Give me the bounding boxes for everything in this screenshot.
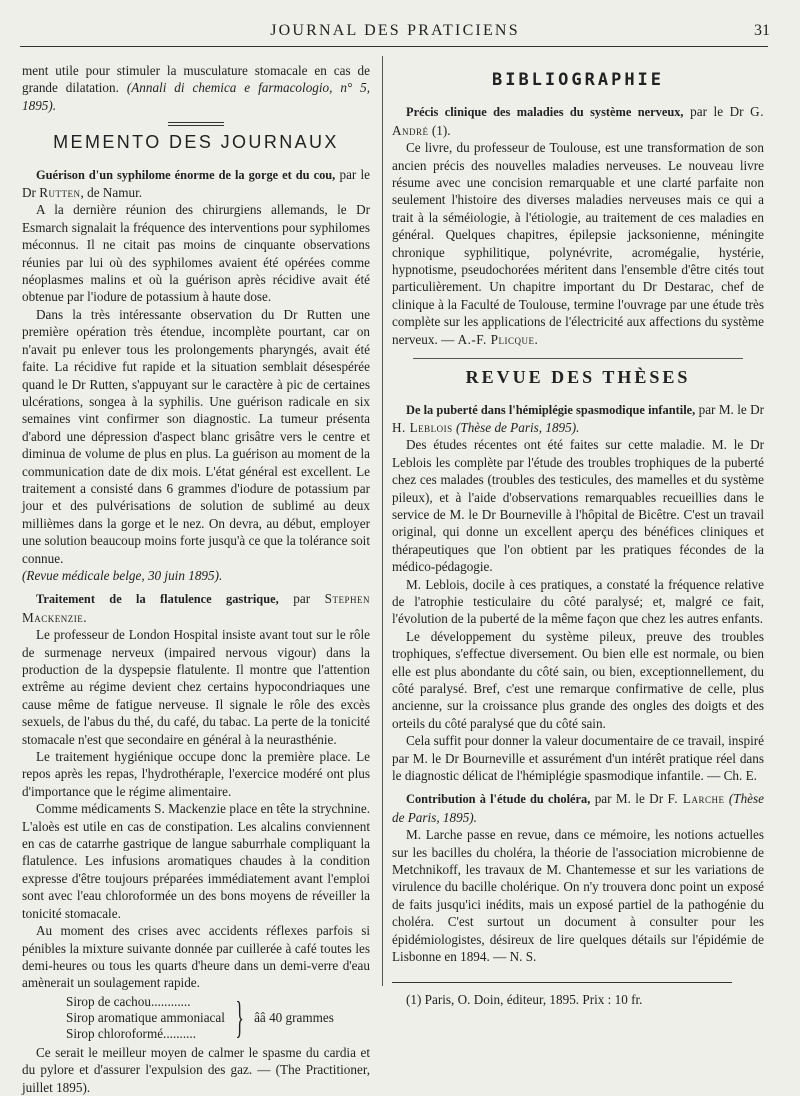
recipe-dose: ââ 40 grammes [254,1010,334,1026]
thesis-paragraph: Cela suffit pour donner la valeur documentaire de ce travail, inspiré par M. le Dr Bourneville et assurément d'un intérêt pratique réel dans le diagnostic délicat de l'hémiplégie spasmodique infantile. — Ch. E. [392,733,764,784]
page-number: 31 [754,22,770,39]
article-paragraph: A la dernière réunion des chirurgiens allemands, le Dr Esmarch signalait la fréquence des interventions pour syphilomes méconnus. Il ne citait pas moins de cinquante observations réunies par lui où des syphilomes avaient été opérées comme néoplasmes malins et où la guérison après récidive avait été obtenue par l'iodure de potassium à haute dose. [22,202,370,305]
running-head [20,22,770,44]
article-paragraph: Dans la très intéressante observation du Dr Rutten une première opération très étendue, incomplète pourtant, car on n'avait pu enlever tous les prolongements pharyngés, avait été faite. La récidive fut rapide et la situation semblait désespérée quand le Dr Rutten, s'appuyant sur le caractère à pic de certaines ulcérations, songea à la syphilis. Une guérison radicale en six semaines vint confirmer son diagnostic. La tumeur présenta d'abord une dépression d'aspect blanc grisâtre vers le centre et diminua de volume de plus en plus. La guérison au moment de la communication date de dix mois. L'état général est excellent. Le traitement a consisté dans 6 grammes d'iodure de potassium par jour et des pulvérisations de solution de sublimé au deux millièmes dans la gorge et le nez. On devra, au début, employer une solution beaucoup moins forte jusqu'à ce que la tolérance soit connue. [22,306,370,566]
article-source: (Revue médicale belge, 30 juin 1895). [22,567,223,583]
article-paragraph: Comme médicaments S. Mackenzie place en tête la strychnine. L'aloès est utile en cas de constipation. Les alcalins conviennent en cas de catarrhe gastrique de langue saburrhale compliquant la flatulence. Les infusions aromatiques chaudes à la condition expresse d'être toujours préparées immédiatement avant l'emploi sont avec l'eau chloroformée un des bons moyens de réveiller la tonicité stomacale. [22,801,370,921]
section-separator [413,358,743,359]
thesis-heading: De la puberté dans l'hémiplégie spasmodique infantile, par M. le Dr H. Leblois (Thèse de Paris, 1895). [392,401,765,435]
article-heading: Guérison d'un syphilome énorme de la gorge et du cou, par le Dr Rutten, de Namur. [22,166,371,201]
bibliography-section-title: BIBLIOGRAPHIE [491,70,665,90]
memento-section-title: MEMENTO DES JOURNAUX [53,132,339,153]
continuation-citation: (Annali di chemica e farmacologio, n° 5, 1895). [22,80,371,113]
section-separator [168,122,224,126]
article-paragraph: Au moment des crises avec accidents réflexes parfois si pénibles la mixture suivante donnée par cuillerée à café toutes les demi-heures ou tous les quarts d'heure dans un demi-verre d'eau amènerait un soulagement rapide. [22,923,370,991]
left-column [22,62,370,1096]
biblio-text: Ce livre, du professeur de Toulouse, est une transformation de son ancien précis des nouvelles maladies nerveuses. Le nouveau livre résume avec une concision remarquable et une clarté parfaite non seulement l'histoire des diverses maladies nerveuses mais ce qui a trait à la séméiologie, à l'étiologie, au traitement de ces maladies en général. Quelques chapitres, épilepsie jacksonienne, méningite chronique syphilitique, polynévrite, acromégalie, hystérie, hypnotisme, pseudochorées méritent dans l'ensemble d'être cités tout particulièrement. Un chapitre important du Dr Destarac, chef de clinique à la Faculté de Toulouse, termine l'ouvrage par une étude très complète sur les applications de l'électricité aux affections du système nerveux. — A.-F. Plicque. [392,140,764,347]
thesis-heading: Contribution à l'étude du choléra, par M. le Dr F. Larche (Thèse de Paris, 1895). [392,791,765,825]
thesis-author: F. Larche [667,791,725,807]
continuation-text: ment utile pour stimuler la musculature stomacale en cas de grande dilatation. (Annali di chemica e farmacologio, n° 5, 1895). [22,63,371,113]
recipe-block [66,994,370,1042]
footnote-rule [392,982,732,983]
biblio-heading: Précis clinique des maladies du système nerveux, par le Dr G. André (1). [392,104,764,138]
brace-glyph: } [235,992,244,1042]
article-author: Rutten [39,185,81,201]
thesis-paragraph: M. Leblois, docile à ces pratiques, a constaté la fréquence relative de l'atrophie testiculaire du côté paralysé; et, malgré ce fait, l'évolution de la puberté de la même façon que chez les autres enfants. [392,576,764,627]
article-heading: Traitement de la flatulence gastrique, par Stephen Mackenzie. [22,591,371,625]
article-paragraph: Le professeur de London Hospital insiste avant tout sur le rôle de surmenage nerveux (impaired nervous vigour) dans la production de la dyspepsie flatulente. Il montre que l'attention extrême au régime devient chez certains hypocondriaques une cause même de fatigue nerveuse. Il signale le rôle des excès sexuels, de l'abus du thé, du café, du tabac. La perte de la tonicité stomacale n'est que secondaire en général à la neurasthénie. [22,627,370,747]
column-divider [382,56,383,986]
thesis-paragraph: Le développement du système pileux, preuve des troubles trophiques, s'effectue diversement. Ou bien elle est normale, ou bien elle est plus abondante du côté sain, ou bien, exceptionnellement, du côté paralysé. Bref, c'est une remarque confirmative de celle, plus ancienne, sur la croissance plus grande des ongles des doigts et des orteils du côté paralysé que du côté sain. [392,628,764,731]
article-closing: Ce serait le meilleur moyen de calmer le spasme du cardia et du pylore et d'assurer l'expulsion des gaz. — (The Practitioner, juillet 1895). [22,1044,370,1095]
thesis-paragraph: Des études récentes ont été faites sur cette maladie. M. le Dr Leblois les complète par l'étude des troubles trophiques de la puberté chez ces malades (troubles des testicules, des mamelles et du système pileux), et à l'aide d'observations remarquables recueillies dans le service de M. le Dr Bourneville à l'hôpital de Bicêtre. C'est un travail original, qui donne un excellent aperçu des bénéfices cliniques et thérapeutiques que l'on obtient par les pratiques fécondes de la médico-pédagogie. [392,437,764,575]
journal-title: JOURNAL DES PRATICIENS [270,22,520,39]
article-author: Stephen Mackenzie. [22,591,371,625]
footnote: (1) Paris, O. Doin, éditeur, 1895. Prix : 10 fr. [406,991,643,1007]
biblio-signature: A.-F. Plicque. [457,331,539,347]
biblio-author: G. André [392,104,764,138]
header-rule [20,46,768,47]
right-column [392,62,764,1008]
recipe-item: Sirop chloroformé.......... [66,1025,197,1041]
thesis-author: H. Leblois [392,419,453,435]
theses-section-title: REVUE DES THÈSES [465,367,691,388]
article-paragraph: Le traitement hygiénique occupe donc la première place. Le repos après les repas, l'hydrothéraple, l'exercice modéré ont plus d'importance que le régime alimentaire. [22,749,370,799]
recipe-item: Sirop de cachou............ [66,993,191,1009]
recipe-item: Sirop aromatique ammoniacal [66,1009,225,1025]
thesis-paragraph: M. Larche passe en revue, dans ce mémoire, les notions actuelles sur les bacilles du choléra, la théorie de l'association microbienne de Metchnikoff, les travaux de M. Chantemesse et sur les variations de virulence du bacille cholérique. On n'y trouvera donc point un exposé de faits jusqu'ici inédits, mais un exposé partiel de la pathogénie du choléra. C'est surtout un document à consulter pour les épidémiologistes, désireux de lire quelques détails sur l'épidémie de Lisbonne en 1894. — N. S. [392,827,764,965]
